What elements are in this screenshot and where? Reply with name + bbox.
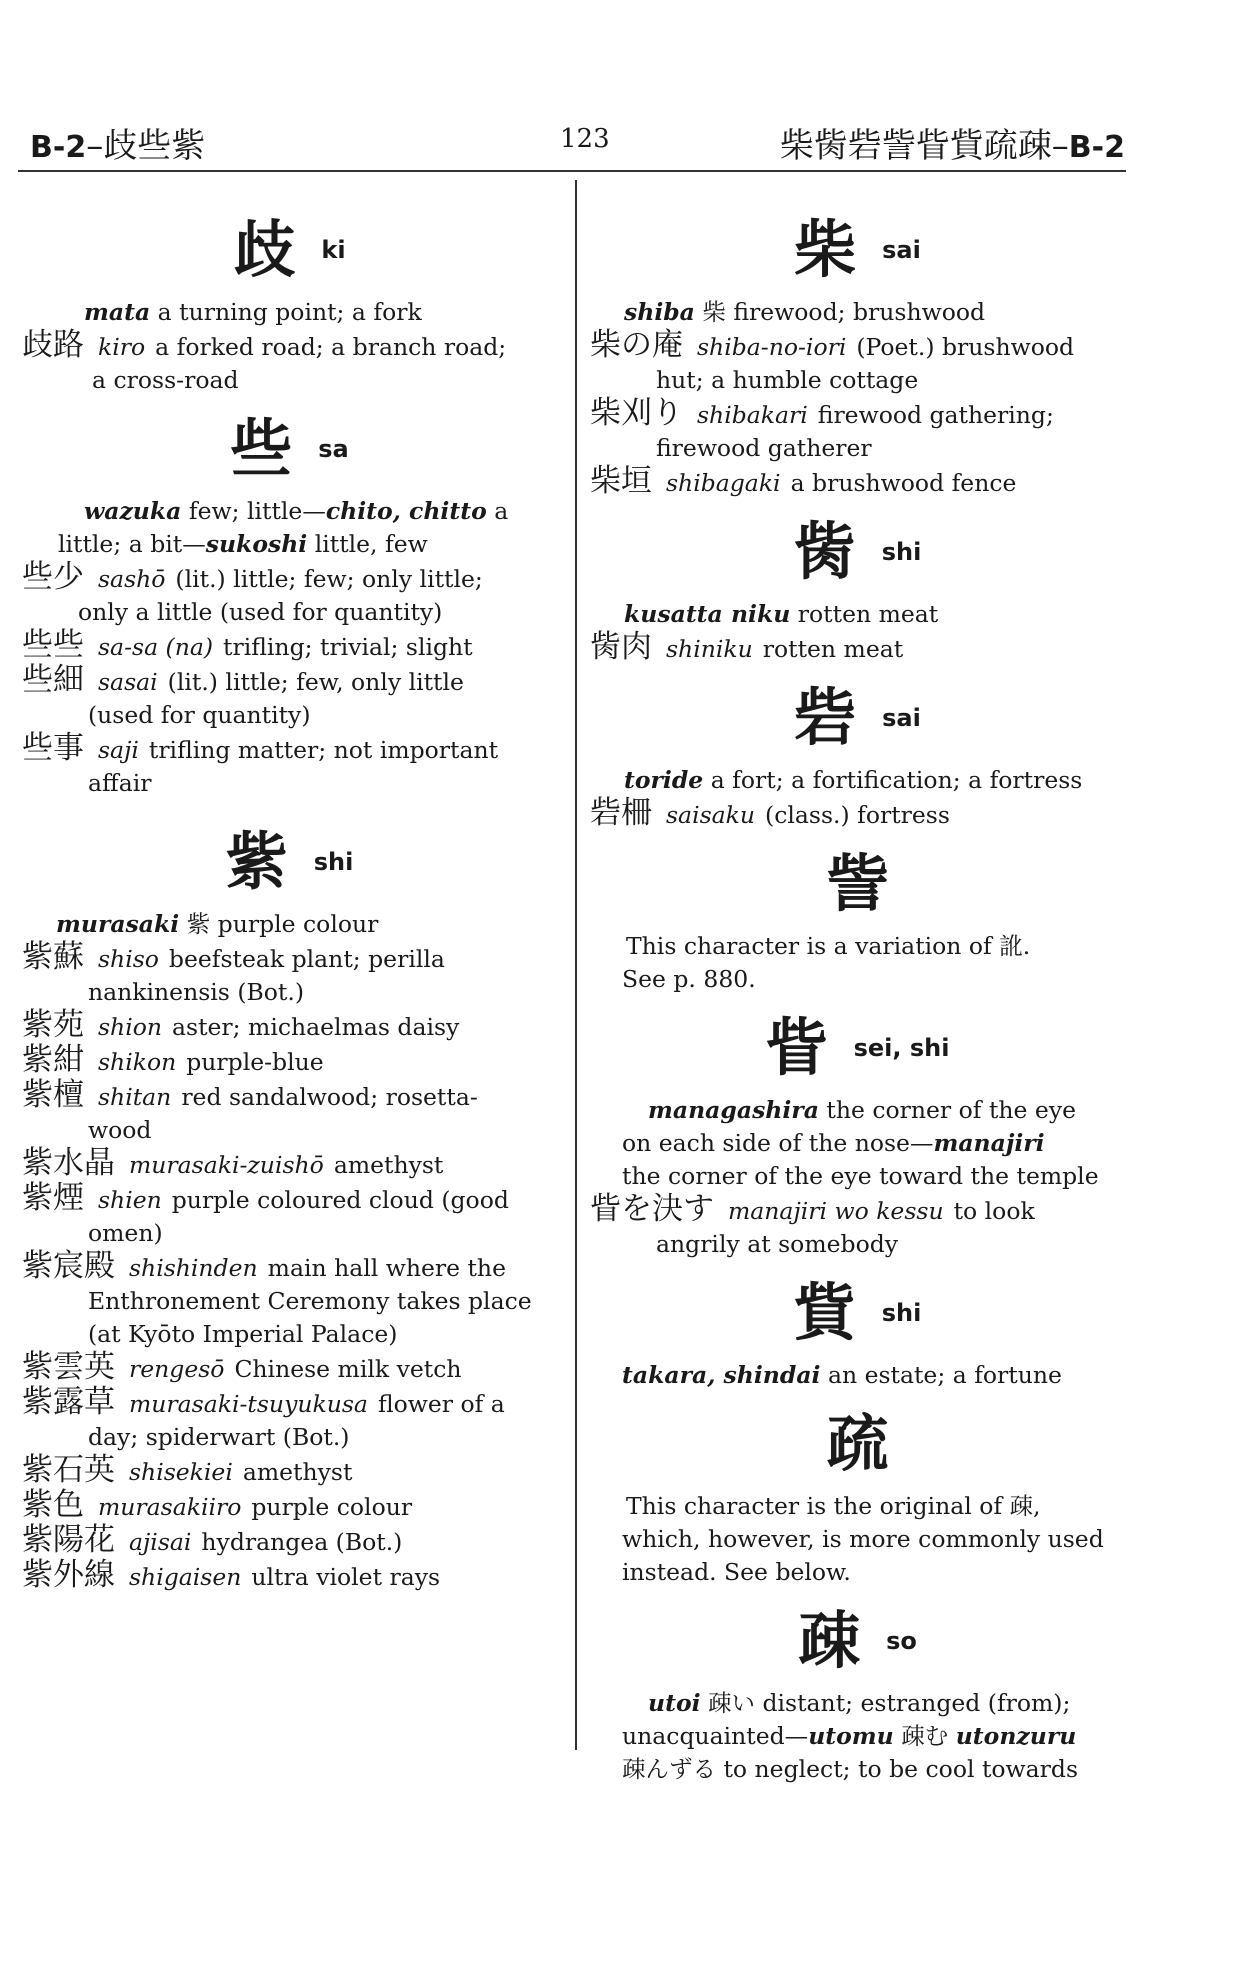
definition: a turning point; a fork bbox=[150, 298, 422, 326]
definition: 柴 firewood; brushwood bbox=[694, 298, 986, 326]
definition-line bbox=[590, 1687, 1125, 1720]
definition: little, few bbox=[307, 530, 428, 558]
definition: on each side of the nose— bbox=[622, 1129, 934, 1157]
right-column bbox=[590, 198, 1125, 1786]
compound-entry bbox=[22, 1009, 557, 1044]
compound-kanji: 柴垣 bbox=[590, 463, 652, 499]
compound-reading: shisekiei bbox=[129, 1458, 233, 1486]
compound-continuation: angrily at somebody bbox=[656, 1230, 899, 1258]
compound-reading: shibakari bbox=[697, 401, 808, 429]
compound-kanji: 紫苑 bbox=[22, 1007, 84, 1043]
compound-entry bbox=[590, 1193, 1125, 1228]
compound-reading: shitan bbox=[98, 1083, 172, 1111]
compound-entry bbox=[22, 1044, 557, 1079]
compound-continuation: day; spiderwart (Bot.) bbox=[88, 1423, 350, 1451]
header-rule bbox=[18, 170, 1126, 172]
definition: few; little— bbox=[181, 497, 326, 525]
compound-entry bbox=[590, 631, 1125, 666]
compound-kanji: 紫煙 bbox=[22, 1180, 84, 1216]
compound-definition: red sandalwood; rosetta- bbox=[181, 1083, 478, 1111]
headword: managashira bbox=[648, 1096, 819, 1124]
definition-line: the corner of the eye toward the temple bbox=[622, 1162, 1099, 1190]
kanji-reading: sa bbox=[318, 435, 349, 463]
definition-line bbox=[590, 1127, 1125, 1160]
compound-definition: hydrangea (Bot.) bbox=[201, 1528, 403, 1556]
compound-definition: a brushwood fence bbox=[790, 469, 1017, 497]
compound-reading: murasaki-zuishō bbox=[129, 1151, 324, 1179]
compound-kanji: 些細 bbox=[22, 662, 84, 698]
kanji-heading-variation bbox=[590, 846, 1125, 922]
compound-definition: purple colour bbox=[251, 1493, 413, 1521]
compound-entry bbox=[22, 732, 557, 767]
kanji-character: 疏 bbox=[826, 1407, 889, 1480]
page-number: 123 bbox=[560, 124, 610, 154]
kanji-heading-shi-rotten bbox=[590, 514, 1125, 590]
compound-reading: murasakiiro bbox=[98, 1493, 242, 1521]
compound-continuation: wood bbox=[88, 1116, 152, 1144]
compound-definition: purple-blue bbox=[186, 1048, 324, 1076]
kanji-reading: so bbox=[886, 1627, 917, 1655]
definition-line bbox=[590, 1720, 1125, 1753]
definition: the corner of the eye bbox=[818, 1096, 1076, 1124]
definition-line: 疎んずる to neglect; to be cool towards bbox=[622, 1755, 1079, 1783]
compound-entry bbox=[22, 629, 557, 664]
kanji-heading-sai bbox=[590, 212, 1125, 288]
compound-reading: sasai bbox=[98, 668, 158, 696]
kanji-character: 柴 bbox=[794, 213, 857, 286]
compound-kanji: 紫外線 bbox=[22, 1557, 115, 1593]
definition: a fort; a fortification; a fortress bbox=[703, 766, 1083, 794]
compound-kanji: 紫露草 bbox=[22, 1384, 115, 1420]
compound-continuation: only a little (used for quantity) bbox=[78, 598, 443, 626]
definition-line bbox=[590, 598, 1125, 631]
compound-continuation: (at Kyōto Imperial Palace) bbox=[88, 1320, 398, 1348]
compound-reading: murasaki-tsuyukusa bbox=[129, 1390, 368, 1418]
compound-definition: a forked road; a branch road; bbox=[155, 333, 507, 361]
compound-entry bbox=[22, 1454, 557, 1489]
headword: takara, shindai bbox=[622, 1361, 821, 1389]
compound-continuation: affair bbox=[88, 769, 152, 797]
kanji-heading-sai-fort bbox=[590, 680, 1125, 756]
kanji-reading: shi bbox=[881, 538, 922, 566]
compound-definition: (lit.) little; few; only little; bbox=[175, 565, 483, 593]
compound-kanji: 紫檀 bbox=[22, 1077, 84, 1113]
headword: shiba bbox=[624, 298, 695, 326]
compound-entry bbox=[22, 1386, 557, 1421]
kanji-reading: sai bbox=[882, 236, 921, 264]
headword: toride bbox=[624, 766, 704, 794]
header-right bbox=[780, 118, 1125, 167]
headword: utomu bbox=[808, 1722, 894, 1750]
compound-continuation: a cross-road bbox=[92, 366, 239, 394]
kanji-character: 些 bbox=[230, 412, 293, 485]
kanji-heading-so-original bbox=[590, 1406, 1125, 1482]
kanji-reading: shi bbox=[881, 1299, 922, 1327]
compound-continuation: (used for quantity) bbox=[88, 701, 311, 729]
kanji-heading-sei-shi bbox=[590, 1010, 1125, 1086]
compound-kanji: 柴刈り bbox=[590, 395, 683, 431]
kanji-character: 眥 bbox=[765, 1011, 828, 1084]
definition: rotten meat bbox=[790, 600, 939, 628]
compound-reading: shibagaki bbox=[666, 469, 781, 497]
headword: utoi bbox=[648, 1689, 701, 1717]
page-header bbox=[30, 118, 1125, 170]
headword: kusatta niku bbox=[624, 600, 791, 628]
compound-kanji: 紫色 bbox=[22, 1487, 84, 1523]
compound-continuation: firewood gatherer bbox=[656, 434, 872, 462]
compound-kanji: 歧路 bbox=[22, 327, 84, 363]
definition-line bbox=[22, 495, 557, 528]
definition-line bbox=[590, 296, 1125, 329]
kanji-heading-ki bbox=[22, 212, 557, 288]
kanji-character: 疎 bbox=[798, 1604, 861, 1677]
compound-kanji: 些少 bbox=[22, 559, 84, 595]
column-divider bbox=[575, 180, 577, 1750]
definition: 疎む bbox=[893, 1722, 956, 1750]
compound-entry bbox=[22, 561, 557, 596]
definition-line bbox=[22, 296, 557, 329]
kanji-character: 胔 bbox=[793, 515, 856, 588]
compound-reading: saisaku bbox=[666, 801, 756, 829]
definition-line bbox=[22, 908, 557, 941]
compound-definition: (class.) fortress bbox=[765, 801, 950, 829]
compound-definition: amethyst bbox=[242, 1458, 353, 1486]
compound-definition: flower of a bbox=[377, 1390, 505, 1418]
compound-entry bbox=[22, 1182, 557, 1217]
kanji-heading-shi bbox=[22, 824, 557, 900]
compound-definition: (Poet.) brushwood bbox=[856, 333, 1075, 361]
compound-list bbox=[22, 941, 557, 1594]
compound-definition: trifling matter; not important bbox=[148, 736, 499, 764]
compound-reading: shigaisen bbox=[129, 1563, 242, 1591]
compound-kanji: 紫紺 bbox=[22, 1042, 84, 1078]
compound-kanji: 眥を決す bbox=[590, 1191, 714, 1227]
compound-definition: ultra violet rays bbox=[251, 1563, 441, 1591]
headword: mata bbox=[84, 298, 151, 326]
note-line: instead. See below. bbox=[622, 1558, 851, 1586]
compound-kanji: 紫陽花 bbox=[22, 1522, 115, 1558]
compound-entry bbox=[590, 397, 1125, 432]
definition: a bbox=[486, 497, 509, 525]
headword: chito, chitto bbox=[325, 497, 487, 525]
compound-entry bbox=[22, 941, 557, 976]
definition: an estate; a fortune bbox=[820, 1361, 1062, 1389]
compound-kanji: 些些 bbox=[22, 627, 84, 663]
compound-reading: shishinden bbox=[129, 1254, 258, 1282]
compound-kanji: 紫雲英 bbox=[22, 1349, 115, 1385]
compound-reading: kiro bbox=[98, 333, 146, 361]
note-line: which, however, is more commonly used bbox=[622, 1525, 1104, 1553]
compound-reading: sa-sa (na) bbox=[98, 633, 214, 661]
kanji-reading: shi bbox=[313, 848, 354, 876]
compound-continuation: nankinensis (Bot.) bbox=[88, 978, 304, 1006]
headword: murasaki bbox=[56, 910, 180, 938]
headword: wazuka bbox=[84, 497, 182, 525]
kanji-reading: sei, shi bbox=[853, 1034, 950, 1062]
note-line: This character is a variation of 訛. bbox=[626, 932, 1031, 960]
compound-entry bbox=[22, 329, 557, 364]
compound-definition: to look bbox=[953, 1197, 1035, 1225]
compound-definition: rotten meat bbox=[762, 635, 904, 663]
compound-definition: purple coloured cloud (good bbox=[171, 1186, 509, 1214]
header-left-code: B-2 bbox=[30, 130, 87, 165]
definition: 紫 purple colour bbox=[179, 910, 379, 938]
compound-entry bbox=[22, 1351, 557, 1386]
header-left bbox=[30, 118, 205, 167]
kanji-heading-so bbox=[590, 1603, 1125, 1679]
compound-entry bbox=[22, 1524, 557, 1559]
headword: utonzuru bbox=[955, 1722, 1077, 1750]
kanji-heading-sa bbox=[22, 411, 557, 487]
header-right-kanji: 柴胔砦訾眥貲疏疎– bbox=[779, 126, 1069, 166]
compound-definition: aster; michaelmas daisy bbox=[172, 1013, 460, 1041]
definition-line bbox=[590, 764, 1125, 797]
compound-reading: manajiri wo kessu bbox=[728, 1197, 944, 1225]
compound-reading: saji bbox=[98, 736, 139, 764]
kanji-character: 紫 bbox=[225, 825, 288, 898]
compound-reading: shiba-no-iori bbox=[697, 333, 847, 361]
definition-line bbox=[22, 528, 557, 561]
compound-entry bbox=[590, 329, 1125, 364]
compound-reading: shiniku bbox=[666, 635, 753, 663]
definition: unacquainted— bbox=[622, 1722, 809, 1750]
header-left-kanji: –歧些紫 bbox=[86, 126, 206, 166]
definition-line bbox=[590, 1094, 1125, 1127]
definition: 疎い distant; estranged (from); bbox=[700, 1689, 1071, 1717]
compound-kanji: 紫石英 bbox=[22, 1452, 115, 1488]
compound-reading: shien bbox=[98, 1186, 162, 1214]
compound-reading: rengesō bbox=[129, 1355, 225, 1383]
compound-kanji: 些事 bbox=[22, 730, 84, 766]
note-line: See p. 880. bbox=[622, 965, 756, 993]
header-right-code: B-2 bbox=[1068, 130, 1125, 165]
compound-reading: shiso bbox=[98, 945, 159, 973]
definition: little; a bit— bbox=[58, 530, 206, 558]
kanji-character: 訾 bbox=[826, 847, 889, 920]
compound-continuation: hut; a humble cottage bbox=[656, 366, 919, 394]
compound-definition: Chinese milk vetch bbox=[234, 1355, 462, 1383]
kanji-reading: sai bbox=[882, 704, 921, 732]
kanji-heading-shi-estate bbox=[590, 1275, 1125, 1351]
left-column bbox=[22, 198, 557, 1594]
compound-reading: sashō bbox=[98, 565, 166, 593]
compound-entry bbox=[22, 1147, 557, 1182]
note-line: This character is the original of 疎, bbox=[626, 1492, 1041, 1520]
compound-entry bbox=[22, 1559, 557, 1594]
kanji-character: 貲 bbox=[793, 1276, 856, 1349]
compound-continuation: Enthronement Ceremony takes place bbox=[88, 1287, 532, 1315]
definition-line bbox=[590, 1359, 1125, 1392]
kanji-character: 歧 bbox=[233, 213, 296, 286]
compound-definition: main hall where the bbox=[267, 1254, 506, 1282]
compound-kanji: 胔肉 bbox=[590, 629, 652, 665]
compound-kanji: 柴の庵 bbox=[590, 327, 683, 363]
compound-definition: (lit.) little; few, only little bbox=[167, 668, 464, 696]
kanji-reading: ki bbox=[321, 236, 346, 264]
compound-entry bbox=[22, 1079, 557, 1114]
compound-definition: beefsteak plant; perilla bbox=[168, 945, 445, 973]
compound-definition: amethyst bbox=[333, 1151, 444, 1179]
compound-definition: firewood gathering; bbox=[817, 401, 1054, 429]
compound-definition: trifling; trivial; slight bbox=[223, 633, 473, 661]
compound-entry bbox=[590, 465, 1125, 500]
compound-continuation: omen) bbox=[88, 1219, 163, 1247]
compound-kanji: 紫蘇 bbox=[22, 939, 84, 975]
compound-entry bbox=[22, 664, 557, 699]
compound-reading: shikon bbox=[98, 1048, 177, 1076]
compound-entry bbox=[590, 797, 1125, 832]
compound-reading: shion bbox=[98, 1013, 162, 1041]
compound-reading: ajisai bbox=[129, 1528, 192, 1556]
compound-kanji: 砦柵 bbox=[590, 795, 652, 831]
headword: sukoshi bbox=[205, 530, 308, 558]
compound-kanji: 紫水晶 bbox=[22, 1145, 115, 1181]
compound-entry bbox=[22, 1250, 557, 1285]
headword: manajiri bbox=[933, 1129, 1045, 1157]
kanji-character: 砦 bbox=[794, 681, 857, 754]
compound-entry bbox=[22, 1489, 557, 1524]
compound-kanji: 紫宸殿 bbox=[22, 1248, 115, 1284]
